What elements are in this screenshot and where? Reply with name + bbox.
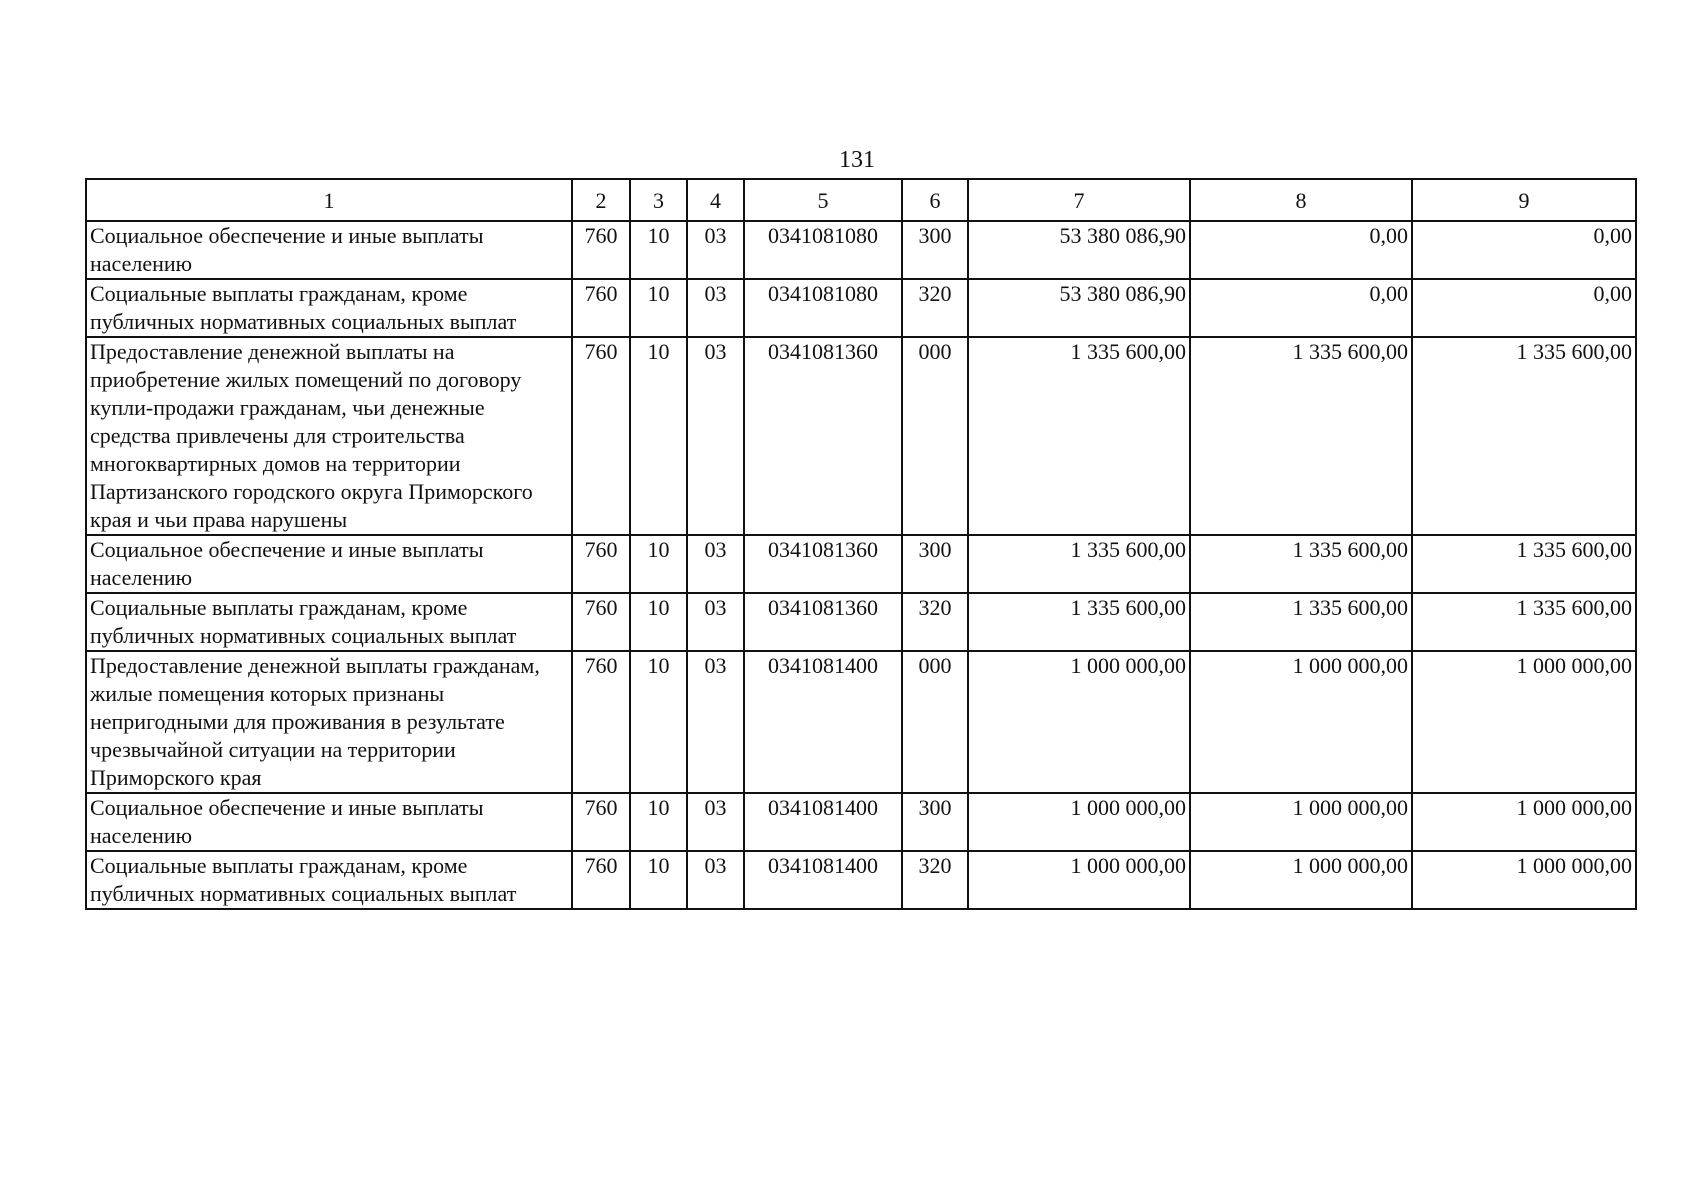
col-3-cell: 10: [630, 221, 687, 279]
col-9-amount: 1 000 000,00: [1412, 851, 1636, 909]
col-6-cell: 320: [902, 851, 968, 909]
col-5-cell: 0341081400: [744, 851, 902, 909]
col-4-cell: 03: [687, 593, 744, 651]
row-name: Социальные выплаты гражданам, кроме публичных нормативных социальных выплат: [86, 593, 572, 651]
table-row: [86, 221, 1636, 279]
col-2-cell: 760: [572, 593, 630, 651]
col-2-cell: 760: [572, 337, 630, 535]
col-2-cell: 760: [572, 279, 630, 337]
row-name: Предоставление денежной выплаты гражданам, жилые помещения которых признаны непригодными для проживания в результате чрезвычайной ситуации на территории Приморского края: [86, 651, 572, 793]
col-8-amount: 1 000 000,00: [1190, 651, 1412, 793]
col-4-cell: 03: [687, 337, 744, 535]
column-header-3: 3: [630, 179, 687, 221]
col-9-amount: 1 335 600,00: [1412, 535, 1636, 593]
col-4-cell: 03: [687, 651, 744, 793]
col-4-cell: 03: [687, 221, 744, 279]
column-header-2: 2: [572, 179, 630, 221]
col-5-cell: 0341081400: [744, 793, 902, 851]
col-9-amount: 0,00: [1412, 221, 1636, 279]
col-9-amount: 1 335 600,00: [1412, 593, 1636, 651]
row-name: Социальное обеспечение и иные выплаты населению: [86, 221, 572, 279]
row-name: Социальное обеспечение и иные выплаты населению: [86, 793, 572, 851]
col-5-cell: 0341081360: [744, 535, 902, 593]
table-row: [86, 337, 1636, 535]
col-7-amount: 1 000 000,00: [968, 651, 1190, 793]
column-header-9: 9: [1412, 179, 1636, 221]
col-4-cell: 03: [687, 279, 744, 337]
row-name: Социальные выплаты гражданам, кроме публичных нормативных социальных выплат: [86, 851, 572, 909]
column-header-4: 4: [687, 179, 744, 221]
col-3-cell: 10: [630, 651, 687, 793]
column-header-1: 1: [86, 179, 572, 221]
col-7-amount: 1 335 600,00: [968, 535, 1190, 593]
col-2-cell: 760: [572, 651, 630, 793]
col-5-cell: 0341081360: [744, 593, 902, 651]
col-7-amount: 53 380 086,90: [968, 279, 1190, 337]
col-6-cell: 320: [902, 279, 968, 337]
col-9-amount: 1 000 000,00: [1412, 793, 1636, 851]
col-4-cell: 03: [687, 793, 744, 851]
col-7-amount: 53 380 086,90: [968, 221, 1190, 279]
col-6-cell: 300: [902, 535, 968, 593]
col-6-cell: 000: [902, 651, 968, 793]
col-9-amount: 0,00: [1412, 279, 1636, 337]
col-4-cell: 03: [687, 851, 744, 909]
table-row: [86, 593, 1636, 651]
col-8-amount: 0,00: [1190, 221, 1412, 279]
col-5-cell: 0341081360: [744, 337, 902, 535]
col-8-amount: 1 335 600,00: [1190, 593, 1412, 651]
col-7-amount: 1 000 000,00: [968, 851, 1190, 909]
column-header-6: 6: [902, 179, 968, 221]
row-name: Социальные выплаты гражданам, кроме публичных нормативных социальных выплат: [86, 279, 572, 337]
row-name: Предоставление денежной выплаты на приобретение жилых помещений по договору купли-продажи гражданам, чьи денежные средства привлечены для строительства многоквартирных домов на территории Партизанского городского округа Приморского края и чьи права нарушены: [86, 337, 572, 535]
col-4-cell: 03: [687, 535, 744, 593]
col-9-amount: 1 000 000,00: [1412, 651, 1636, 793]
col-8-amount: 1 335 600,00: [1190, 535, 1412, 593]
header-row: [86, 179, 1636, 221]
col-9-amount: 1 335 600,00: [1412, 337, 1636, 535]
col-2-cell: 760: [572, 851, 630, 909]
page-number: 131: [839, 147, 875, 173]
col-8-amount: 0,00: [1190, 279, 1412, 337]
col-6-cell: 320: [902, 593, 968, 651]
budget-table: [85, 178, 1637, 910]
col-5-cell: 0341081080: [744, 279, 902, 337]
col-3-cell: 10: [630, 793, 687, 851]
col-3-cell: 10: [630, 851, 687, 909]
table-row: [86, 535, 1636, 593]
col-7-amount: 1 335 600,00: [968, 337, 1190, 535]
col-2-cell: 760: [572, 793, 630, 851]
col-3-cell: 10: [630, 279, 687, 337]
column-header-7: 7: [968, 179, 1190, 221]
col-3-cell: 10: [630, 593, 687, 651]
col-5-cell: 0341081080: [744, 221, 902, 279]
col-8-amount: 1 335 600,00: [1190, 337, 1412, 535]
row-name: Социальное обеспечение и иные выплаты населению: [86, 535, 572, 593]
table-row: [86, 793, 1636, 851]
col-2-cell: 760: [572, 535, 630, 593]
col-8-amount: 1 000 000,00: [1190, 851, 1412, 909]
table-row: [86, 279, 1636, 337]
col-7-amount: 1 000 000,00: [968, 793, 1190, 851]
col-6-cell: 300: [902, 221, 968, 279]
col-3-cell: 10: [630, 535, 687, 593]
table-row: [86, 851, 1636, 909]
col-6-cell: 000: [902, 337, 968, 535]
col-8-amount: 1 000 000,00: [1190, 793, 1412, 851]
col-6-cell: 300: [902, 793, 968, 851]
col-7-amount: 1 335 600,00: [968, 593, 1190, 651]
col-5-cell: 0341081400: [744, 651, 902, 793]
col-3-cell: 10: [630, 337, 687, 535]
column-header-8: 8: [1190, 179, 1412, 221]
col-2-cell: 760: [572, 221, 630, 279]
table-row: [86, 651, 1636, 793]
column-header-5: 5: [744, 179, 902, 221]
